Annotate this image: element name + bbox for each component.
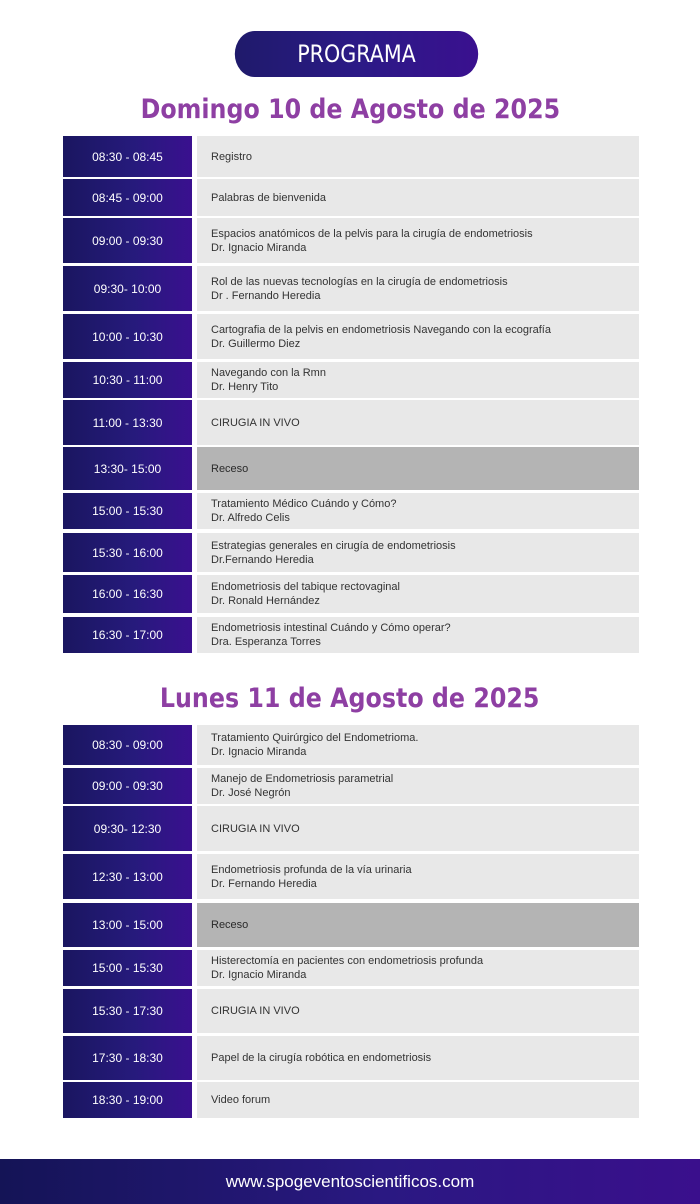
session-speaker: Dr. Guillermo Diez <box>211 337 301 350</box>
session-title: Receso <box>211 919 249 931</box>
session-row <box>63 903 639 947</box>
session-description <box>197 768 639 804</box>
session-row <box>63 493 639 529</box>
session-title: Cartografia de la pelvis en endometriosis Navegando con la ecografía <box>211 323 551 336</box>
session-description <box>197 314 639 359</box>
session-row <box>63 950 639 986</box>
session-row <box>63 136 639 177</box>
session-row <box>63 447 639 490</box>
footer-banner <box>0 1159 700 1204</box>
session-time: 10:30 - 11:00 <box>63 362 192 398</box>
session-time: 15:00 - 15:30 <box>63 493 192 529</box>
programa-header <box>235 31 478 77</box>
session-speaker: Dr. José Negrón <box>211 787 291 799</box>
session-time: 15:00 - 15:30 <box>63 950 192 986</box>
session-description <box>197 725 639 765</box>
session-time: 12:30 - 13:00 <box>63 854 192 899</box>
session-description <box>197 362 639 398</box>
session-description <box>197 854 639 899</box>
session-speaker: Dr . Fernando Heredia <box>211 289 321 302</box>
session-description <box>197 989 639 1033</box>
session-speaker: Dr. Fernando Heredia <box>211 877 317 890</box>
session-time: 10:00 - 10:30 <box>63 314 192 359</box>
session-time: 09:30- 10:00 <box>63 266 192 311</box>
session-title: Estrategias generales en cirugía de endometriosis <box>211 539 456 552</box>
session-description <box>197 493 639 529</box>
session-title: CIRUGIA IN VIVO <box>211 822 300 835</box>
session-time: 08:45 - 09:00 <box>63 179 192 216</box>
session-title: CIRUGIA IN VIVO <box>211 416 300 429</box>
session-time: 17:30 - 18:30 <box>63 1036 192 1080</box>
session-description <box>197 575 639 613</box>
session-title: CIRUGIA IN VIVO <box>211 1005 300 1017</box>
session-row <box>63 533 639 572</box>
session-speaker: Dr.Fernando Heredia <box>211 553 314 566</box>
session-description <box>197 136 639 177</box>
session-description <box>197 950 639 986</box>
session-row <box>63 1036 639 1080</box>
session-row <box>63 400 639 445</box>
day-title-1: Domingo 10 de Agosto de 2025 <box>140 94 560 125</box>
session-time: 09:30- 12:30 <box>63 806 192 851</box>
session-time: 08:30 - 09:00 <box>63 725 192 765</box>
session-row <box>63 362 639 398</box>
session-description <box>197 266 639 311</box>
session-title: Receso <box>211 462 249 475</box>
session-description <box>197 218 639 263</box>
session-time: 11:00 - 13:30 <box>63 400 192 445</box>
session-row <box>63 768 639 804</box>
session-row <box>63 218 639 263</box>
programa-title: PROGRAMA <box>297 40 416 68</box>
session-row <box>63 989 639 1033</box>
session-speaker: Dr. Henry Tito <box>211 381 279 393</box>
session-description <box>197 533 639 572</box>
break-description <box>197 447 639 490</box>
session-speaker: Dra. Esperanza Torres <box>211 636 321 648</box>
session-row <box>63 854 639 899</box>
session-speaker: Dr. Ignacio Miranda <box>211 746 307 758</box>
session-row <box>63 1082 639 1118</box>
session-time: 09:00 - 09:30 <box>63 218 192 263</box>
session-title: Tratamiento Quirúrgico del Endometrioma. <box>211 732 419 744</box>
session-title: Navegando con la Rmn <box>211 367 326 379</box>
session-speaker: Dr. Ignacio Miranda <box>211 241 307 254</box>
session-time: 16:00 - 16:30 <box>63 575 192 613</box>
session-row <box>63 314 639 359</box>
session-title: Palabras de bienvenida <box>211 191 326 204</box>
session-row <box>63 806 639 851</box>
session-speaker: Dr. Ronald Hernández <box>211 595 320 607</box>
day-title-2: Lunes 11 de Agosto de 2025 <box>160 683 540 714</box>
session-title: Tratamiento Médico Cuándo y Cómo? <box>211 498 397 510</box>
session-title: Endometriosis del tabique rectovaginal <box>211 581 400 593</box>
session-description <box>197 617 639 653</box>
session-time: 13:00 - 15:00 <box>63 903 192 947</box>
session-title: Papel de la cirugía robótica en endometriosis <box>211 1052 432 1064</box>
session-row <box>63 575 639 613</box>
session-title: Endometriosis intestinal Cuándo y Cómo operar? <box>211 622 451 634</box>
session-title: Registro <box>211 150 252 163</box>
session-time: 08:30 - 08:45 <box>63 136 192 177</box>
session-description <box>197 400 639 445</box>
session-time: 15:30 - 16:00 <box>63 533 192 572</box>
session-row <box>63 179 639 216</box>
session-row <box>63 617 639 653</box>
session-row <box>63 266 639 311</box>
footer-url[interactable]: www.spogeventoscientificos.com <box>225 1171 475 1191</box>
session-description <box>197 806 639 851</box>
session-title: Endometriosis profunda de la vía urinaria <box>211 863 412 876</box>
break-description <box>197 903 639 947</box>
session-time: 09:00 - 09:30 <box>63 768 192 804</box>
session-title: Manejo de Endometriosis parametrial <box>211 773 394 785</box>
session-speaker: Dr. Ignacio Miranda <box>211 969 307 981</box>
session-time: 18:30 - 19:00 <box>63 1082 192 1118</box>
session-description <box>197 1082 639 1118</box>
session-description <box>197 1036 639 1080</box>
session-title: Histerectomía en pacientes con endometriosis profunda <box>211 955 484 967</box>
session-title: Espacios anatómicos de la pelvis para la cirugía de endometriosis <box>211 227 533 240</box>
session-description <box>197 179 639 216</box>
session-title: Rol de las nuevas tecnologías en la cirugía de endometriosis <box>211 275 508 288</box>
session-row <box>63 725 639 765</box>
session-time: 16:30 - 17:00 <box>63 617 192 653</box>
session-title: Video forum <box>211 1094 271 1106</box>
session-speaker: Dr. Alfredo Celis <box>211 512 290 524</box>
session-time: 13:30- 15:00 <box>63 447 192 490</box>
session-time: 15:30 - 17:30 <box>63 989 192 1033</box>
